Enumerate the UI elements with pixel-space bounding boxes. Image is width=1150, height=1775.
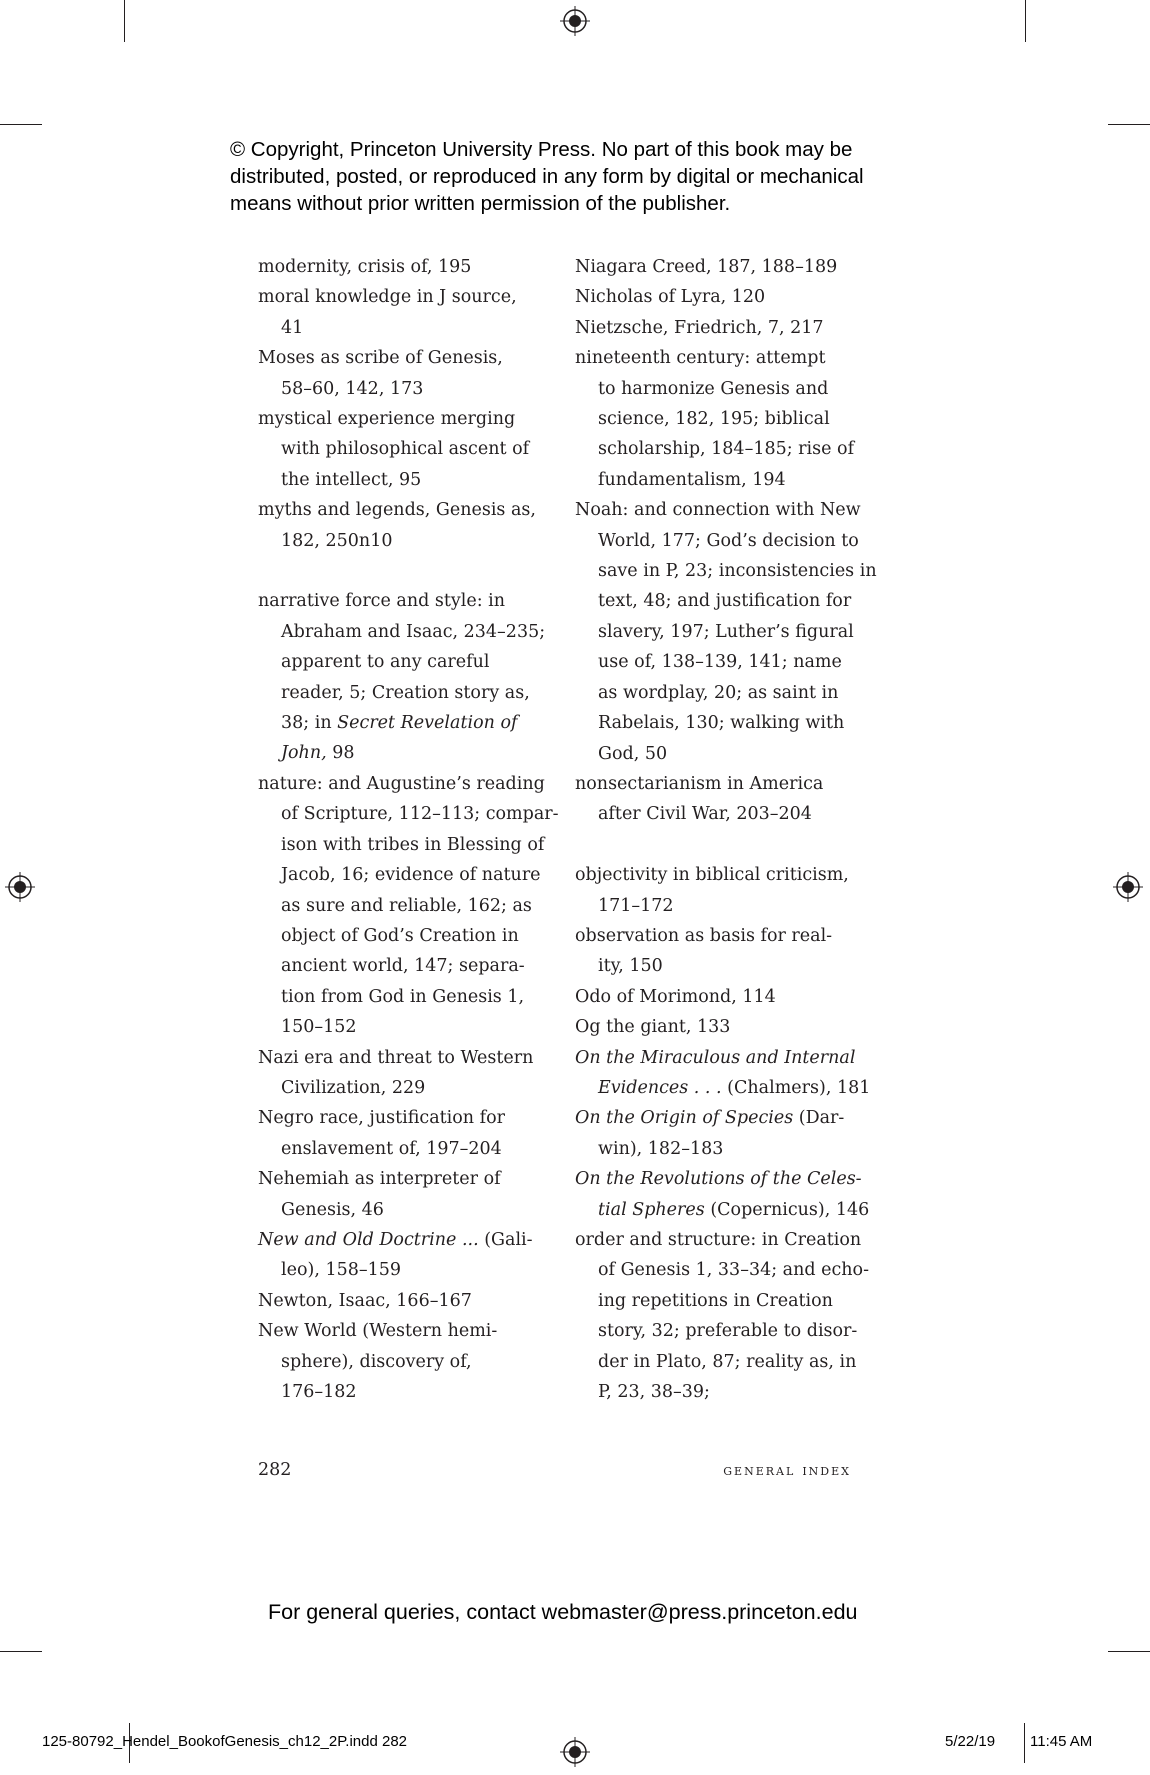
entry-text: (Copernicus), 146 (704, 1199, 870, 1220)
index-entry-continuation: 176–182 (281, 1382, 357, 1403)
index-entry: Newton, Isaac, 166–167 (258, 1290, 472, 1311)
index-entry-continuation: sphere), discovery of, (281, 1351, 472, 1372)
index-entry-continuation: Genesis, 46 (281, 1199, 384, 1220)
index-entry-continuation: 171–172 (598, 895, 674, 916)
index-entry: order and structure: in Creation (575, 1229, 862, 1250)
registration-mark-top-icon (560, 6, 590, 36)
entry-title-italic: On the Origin of Species (575, 1108, 794, 1129)
index-entry: Negro race, justification for (258, 1108, 506, 1129)
entry-title-italic: New and Old Doctrine ... (258, 1229, 479, 1250)
registration-mark-right-icon (1113, 872, 1143, 902)
index-entry: Odo of Morimond, 114 (575, 986, 776, 1007)
entry-text: 38; in (281, 713, 338, 734)
index-entry-continuation (258, 708, 548, 738)
letter-break (575, 830, 875, 860)
crop-mark-left-top (0, 124, 42, 125)
index-entry: Nicholas of Lyra, 120 (575, 287, 766, 308)
queries-contact: For general queries, contact webmaster@press.princeton.edu (268, 1600, 858, 1624)
index-entry: nineteenth century: attempt (575, 348, 826, 369)
index-entry-continuation (258, 738, 548, 768)
index-entry-continuation: to harmonize Genesis and (598, 378, 829, 399)
index-entry-continuation: God, 50 (598, 743, 668, 764)
entry-text: 98 (326, 743, 355, 764)
index-entry-continuation: scholarship, 184–185; rise of (598, 439, 855, 460)
crop-mark-top-left (124, 0, 125, 42)
copyright-line: distributed, posted, or reproduced in any form by digital or mechanical (230, 165, 864, 188)
entry-title-italic: Secret Revelation of (337, 713, 518, 734)
index-entry: objectivity in biblical criticism, (575, 865, 849, 886)
index-entry-continuation: fundamentalism, 194 (598, 469, 786, 490)
index-entry-continuation: as wordplay, 20; as saint in (598, 682, 839, 703)
index-entry-continuation: as sure and reliable, 162; as (281, 895, 532, 916)
index-entry-continuation: object of God’s Creation in (281, 925, 519, 946)
index-entry-continuation: leo), 158–159 (281, 1260, 401, 1281)
index-entry (575, 1103, 875, 1133)
index-entry-continuation: text, 48; and justification for (598, 591, 852, 612)
index-entry: Nazi era and threat to Western (258, 1047, 534, 1068)
index-entry-continuation: Civilization, 229 (281, 1077, 426, 1098)
index-entry: Noah: and connection with New (575, 500, 861, 521)
index-entry-continuation: win), 182–183 (598, 1138, 724, 1159)
index-entry-continuation: Jacob, 16; evidence of nature (281, 865, 541, 886)
index-entry-continuation: slavery, 197; Luther’s figural (598, 621, 854, 642)
index-entry (575, 1164, 875, 1194)
copyright-notice (230, 136, 950, 217)
index-column-right (575, 252, 875, 1407)
slug-divider-right (1024, 1723, 1025, 1763)
crop-mark-left-bottom (0, 1651, 42, 1652)
index-entry (258, 1225, 548, 1255)
index-entry-continuation: science, 182, 195; biblical (598, 409, 830, 430)
index-entry-continuation (575, 1073, 875, 1103)
index-entry-continuation: ing repetitions in Creation (598, 1290, 833, 1311)
index-entry: narrative force and style: in (258, 591, 506, 612)
index-entry-continuation: reader, 5; Creation story as, (281, 682, 530, 703)
index-entry (575, 1043, 875, 1073)
index-entry-continuation: save in P, 23; inconsistencies in (598, 561, 877, 582)
crop-mark-top-right (1025, 0, 1026, 42)
index-entry-continuation: story, 32; preferable to disor- (598, 1321, 858, 1342)
index-entry: Niagara Creed, 187, 188–189 (575, 257, 838, 277)
running-head: general index (723, 1460, 851, 1479)
index-entry-continuation: apparent to any careful (281, 652, 490, 673)
index-entry: Og the giant, 133 (575, 1017, 731, 1038)
index-entry-continuation: of Scripture, 112–113; compar- (281, 804, 559, 825)
entry-text: (Gali- (478, 1229, 533, 1250)
index-entry-continuation: P, 23, 38–39; (598, 1382, 710, 1403)
index-entry-continuation: World, 177; God’s decision to (598, 530, 859, 551)
index-entry: nonsectarianism in America (575, 773, 824, 794)
index-entry-continuation: use of, 138–139, 141; name (598, 652, 842, 673)
crop-mark-right-top (1108, 124, 1150, 125)
index-entry-continuation: of Genesis 1, 33–34; and echo- (598, 1260, 870, 1281)
index-entry-continuation: with philosophical ascent of (281, 439, 530, 460)
slug-time: 11:45 AM (1030, 1733, 1093, 1750)
copyright-line: © Copyright, Princeton University Press. No part of this book may be (230, 138, 853, 161)
index-entry: Nehemiah as interpreter of (258, 1169, 501, 1190)
index-entry-continuation: tion from God in Genesis 1, (281, 986, 525, 1007)
index-entry-continuation: enslavement of, 197–204 (281, 1138, 502, 1159)
entry-title-italic: On the Miraculous and Internal (575, 1047, 856, 1068)
entry-title-italic: On the Revolutions of the Celes- (575, 1169, 862, 1190)
index-entry: Moses as scribe of Genesis, (258, 348, 503, 369)
index-entry: nature: and Augustine’s reading (258, 773, 545, 794)
index-entry-continuation: 41 (281, 317, 304, 338)
entry-text: (Dar- (793, 1108, 845, 1129)
index-entry-continuation: the intellect, 95 (281, 469, 422, 490)
slug-date: 5/22/19 (945, 1733, 996, 1750)
index-entry: myths and legends, Genesis as, (258, 500, 536, 521)
index-entry-continuation: Rabelais, 130; walking with (598, 713, 845, 734)
entry-title-italic: tial Spheres (598, 1199, 705, 1220)
crop-mark-right-bottom (1108, 1651, 1150, 1652)
page-number: 282 (258, 1460, 292, 1480)
index-entry-continuation: 182, 250n10 (281, 530, 393, 551)
slug-filename: 125-80792_Hendel_BookofGenesis_ch12_2P.indd 282 (42, 1733, 408, 1750)
registration-mark-left-icon (5, 872, 35, 902)
entry-title-italic: Evidences . . . (598, 1077, 722, 1098)
index-entry-continuation: ity, 150 (598, 956, 663, 977)
letter-break (258, 556, 548, 586)
index-entry: New World (Western hemi- (258, 1321, 498, 1342)
entry-title-italic: John, (281, 743, 327, 764)
index-entry: Nietzsche, Friedrich, 7, 217 (575, 317, 824, 338)
index-entry-continuation: 150–152 (281, 1017, 357, 1038)
registration-mark-bottom-icon (560, 1737, 590, 1767)
index-entry-continuation: der in Plato, 87; reality as, in (598, 1351, 857, 1372)
index-entry: mystical experience merging (258, 409, 516, 430)
index-entry-continuation: after Civil War, 203–204 (598, 804, 812, 825)
index-entry: modernity, crisis of, 195 (258, 257, 472, 277)
index-column-left (258, 252, 559, 1407)
index-entry-continuation: Abraham and Isaac, 234–235; (281, 621, 546, 642)
copyright-line: means without prior written permission of the publisher. (230, 192, 731, 215)
index-entry-continuation: 58–60, 142, 173 (281, 378, 424, 399)
index-entry: moral knowledge in J source, (258, 287, 517, 308)
index-entry-continuation: ancient world, 147; separa- (281, 956, 525, 977)
index-entry-continuation (575, 1195, 875, 1225)
index-entry-continuation: ison with tribes in Blessing of (281, 834, 545, 855)
index-entry: observation as basis for real- (575, 925, 833, 946)
entry-text: (Chalmers), 181 (721, 1077, 871, 1098)
